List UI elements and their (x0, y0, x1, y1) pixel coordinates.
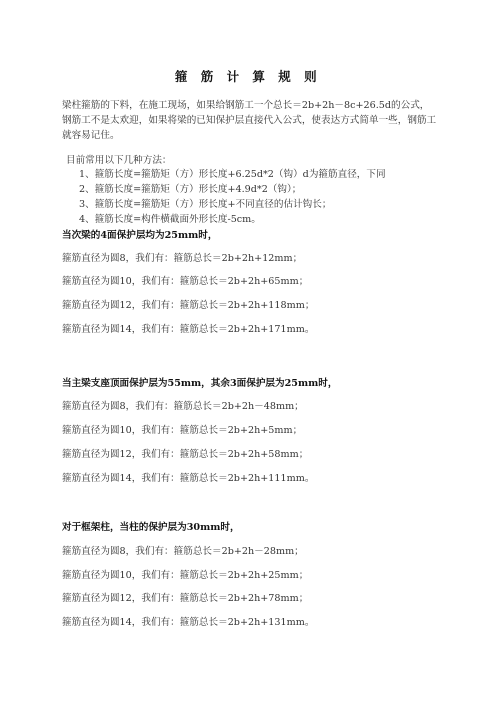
section-heading-frame-column: 对于框架柱，当柱的保护层为30mm时， (62, 522, 240, 533)
method-item: 1、箍筋长度=箍筋矩（方）形长度+6.25d*2（钩）d为箍筋直径，下同 (79, 169, 386, 180)
section-heading-main-beam: 当主梁支座顶面保护层为55mm，其余3面保护层为25mm时， (62, 378, 338, 389)
formula-line: 箍筋直径为圆8，我们有：箍筋总长＝2b+2h－48mm； (62, 401, 304, 412)
formula-line: 箍筋直径为圆10，我们有：箍筋总长＝2b+2h+65mm； (62, 276, 309, 287)
method-item: 3、箍筋长度=箍筋矩（方）形长度+不同直径的估计钩长； (79, 199, 332, 210)
methods-heading: 目前常用以下几种方法： (66, 155, 172, 166)
formula-line: 箍筋直径为圆14，我们有：箍筋总长＝2b+2h+111mm。 (62, 473, 315, 484)
formula-line: 箍筋直径为圆12，我们有：箍筋总长＝2b+2h+58mm； (62, 449, 309, 460)
formula-line: 箍筋直径为圆8，我们有：箍筋总长＝2b+2h+12mm； (62, 253, 303, 264)
formula-line: 箍筋直径为圆8，我们有：箍筋总长＝2b+2h－28mm； (62, 546, 304, 557)
page-title: 箍 筋 计 算 规 则 (174, 69, 322, 84)
intro-paragraph: 梁柱箍筋的下料，在施工现场，如果给钢筋工一个总长＝2b+2h－8c+26.5d的公式，钢筋工不是太欢迎，如果将梁的已知保护层直接代入公式，使表达方式简单一些，钢筋工就容易记住。 (62, 100, 437, 141)
method-item: 2、箍筋长度=箍筋矩（方）形长度+4.9d*2（钩）； (79, 184, 302, 195)
formula-line: 箍筋直径为圆14，我们有：箍筋总长＝2b+2h+171mm。 (62, 324, 315, 335)
formula-line: 箍筋直径为圆12，我们有：箍筋总长＝2b+2h+78mm； (62, 593, 309, 604)
formula-line: 箍筋直径为圆12，我们有：箍筋总长＝2b+2h+118mm； (62, 300, 315, 311)
formula-line: 箍筋直径为圆10，我们有：箍筋总长＝2b+2h+5mm； (62, 425, 303, 436)
formula-line: 箍筋直径为圆10，我们有：箍筋总长＝2b+2h+25mm； (62, 570, 309, 581)
section-heading-secondary-beam: 当次梁的4面保护层均为25mm时， (62, 230, 218, 241)
formula-line: 箍筋直径为圆14，我们有：箍筋总长＝2b+2h+131mm。 (62, 617, 315, 628)
method-item: 4、箍筋长度=构件横截面外形长度-5cm。 (79, 214, 261, 225)
